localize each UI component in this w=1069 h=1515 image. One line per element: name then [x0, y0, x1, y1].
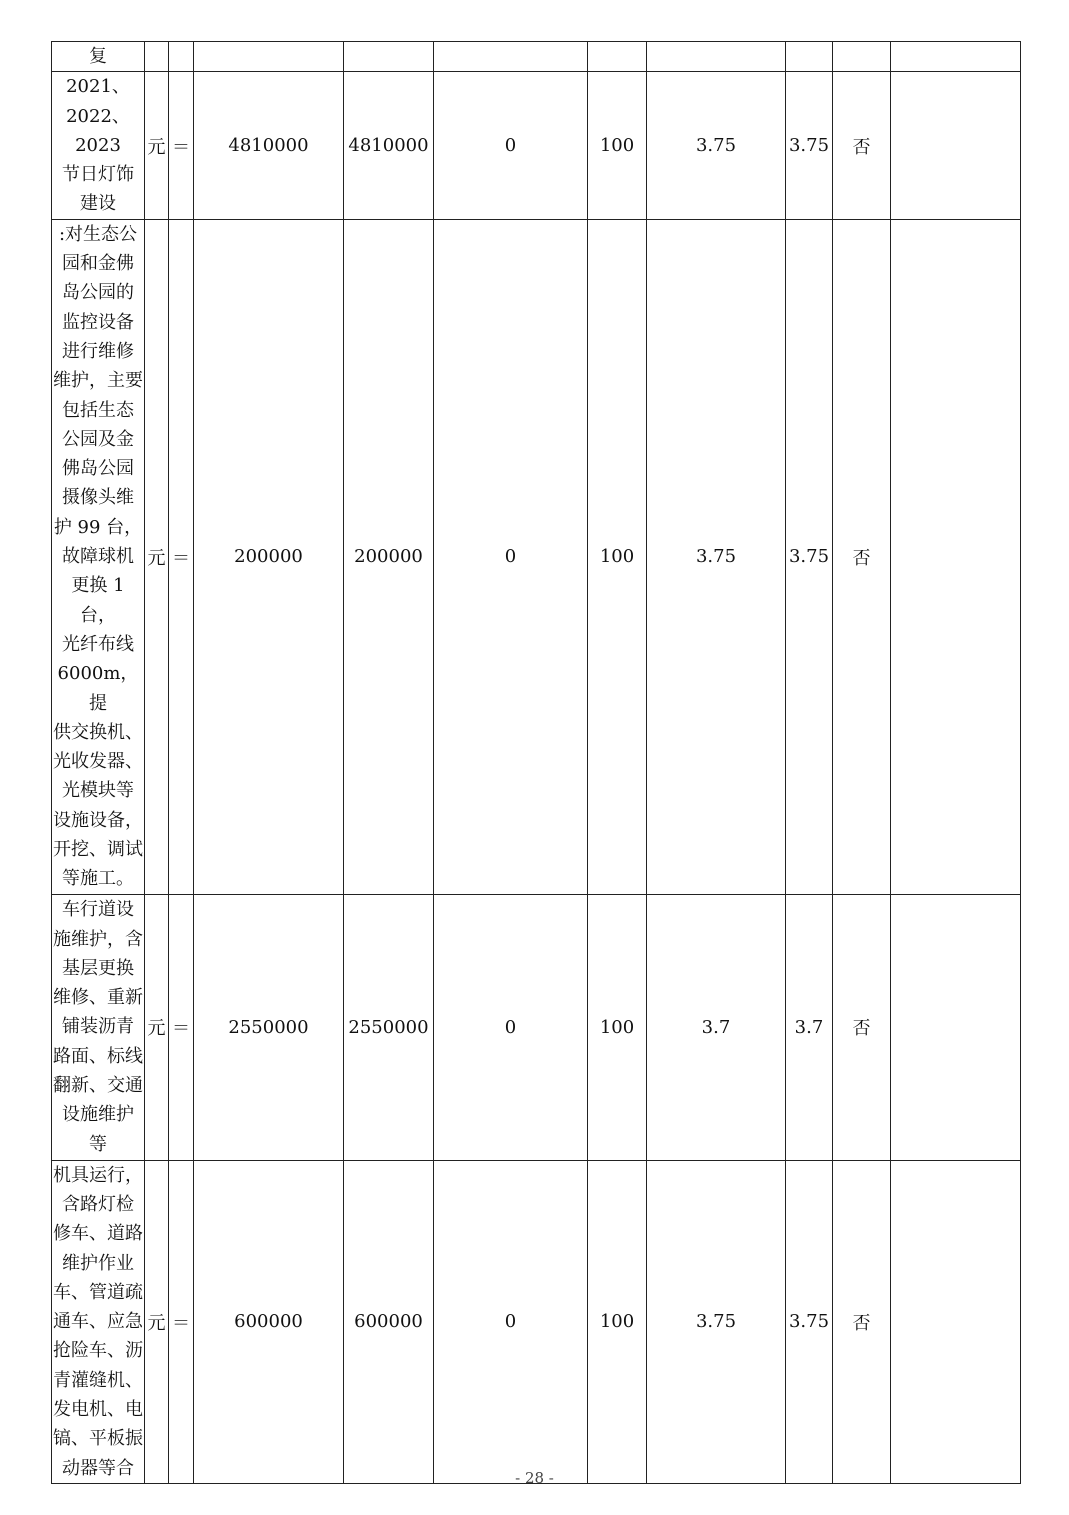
indicator-name-cell: 2021、 2022、2023 节日灯饰 建设: [52, 72, 145, 219]
target-value-cell: [194, 42, 344, 72]
actual-value-cell: 4810000: [344, 72, 434, 219]
table-row: [52, 894, 1021, 1160]
weight-cell: 3.75: [647, 72, 786, 219]
table-row: [52, 42, 1021, 72]
operator-cell: [169, 42, 194, 72]
completion-rate-cell: 100: [588, 1160, 647, 1483]
indicator-name-cell: 机具运行， 含路灯检 修车、道路 维护作业 车、管道疏 通车、应急 抢险车、沥 青灌缝机、 发电机、电 镐、平板振 动器等合: [52, 1160, 145, 1483]
flag-cell: [833, 42, 891, 72]
target-value-cell: 4810000: [194, 72, 344, 219]
remark-cell: [891, 219, 1021, 894]
unit-cell: 元: [145, 894, 169, 1160]
actual-value-cell: [344, 42, 434, 72]
target-value-cell: 200000: [194, 219, 344, 894]
actual-value-cell: 2550000: [344, 894, 434, 1160]
deviation-cell: [434, 42, 588, 72]
weight-cell: 3.7: [647, 894, 786, 1160]
remark-cell: [891, 42, 1021, 72]
unit-cell: 元: [145, 219, 169, 894]
remark-cell: [891, 1160, 1021, 1483]
completion-rate-cell: 100: [588, 72, 647, 219]
remark-cell: [891, 894, 1021, 1160]
score-cell: 3.7: [786, 894, 833, 1160]
operator-cell: ＝: [169, 1160, 194, 1483]
unit-cell: 元: [145, 72, 169, 219]
remark-cell: [891, 72, 1021, 219]
score-cell: 3.75: [786, 1160, 833, 1483]
operator-cell: ＝: [169, 894, 194, 1160]
deviation-cell: 0: [434, 72, 588, 219]
operator-cell: ＝: [169, 72, 194, 219]
deviation-cell: 0: [434, 894, 588, 1160]
actual-value-cell: 600000: [344, 1160, 434, 1483]
deviation-cell: 0: [434, 1160, 588, 1483]
flag-cell: 否: [833, 1160, 891, 1483]
indicator-name-cell: :对生态公 园和金佛 岛公园的 监控设备 进行维修 维护，主要 包括生态 公园及金 佛岛公园 摄像头维 护 99 台， 故障球机 更换 1 台， 光纤布线 6000m，提 供交换机、 光收发器、 光模块等 设施设备， 开挖、调试 等施工。: [52, 219, 145, 894]
indicator-table: [51, 41, 1021, 1484]
operator-cell: ＝: [169, 219, 194, 894]
table-row: [52, 72, 1021, 219]
deviation-cell: 0: [434, 219, 588, 894]
flag-cell: 否: [833, 72, 891, 219]
target-value-cell: 600000: [194, 1160, 344, 1483]
flag-cell: 否: [833, 219, 891, 894]
indicator-name-cell: 车行道设 施维护，含 基层更换 维修、重新 铺装沥青 路面、标线 翻新、交通 设施维护 等: [52, 894, 145, 1160]
indicator-name-cell: 复: [52, 42, 145, 72]
score-cell: 3.75: [786, 219, 833, 894]
target-value-cell: 2550000: [194, 894, 344, 1160]
score-cell: 3.75: [786, 72, 833, 219]
score-cell: [786, 42, 833, 72]
completion-rate-cell: 100: [588, 894, 647, 1160]
table-row: [52, 1160, 1021, 1483]
weight-cell: 3.75: [647, 1160, 786, 1483]
unit-cell: [145, 42, 169, 72]
completion-rate-cell: 100: [588, 219, 647, 894]
flag-cell: 否: [833, 894, 891, 1160]
unit-cell: 元: [145, 1160, 169, 1483]
page-number: - 28 -: [515, 1469, 554, 1487]
table-row: [52, 219, 1021, 894]
weight-cell: 3.75: [647, 219, 786, 894]
completion-rate-cell: [588, 42, 647, 72]
actual-value-cell: 200000: [344, 219, 434, 894]
weight-cell: [647, 42, 786, 72]
